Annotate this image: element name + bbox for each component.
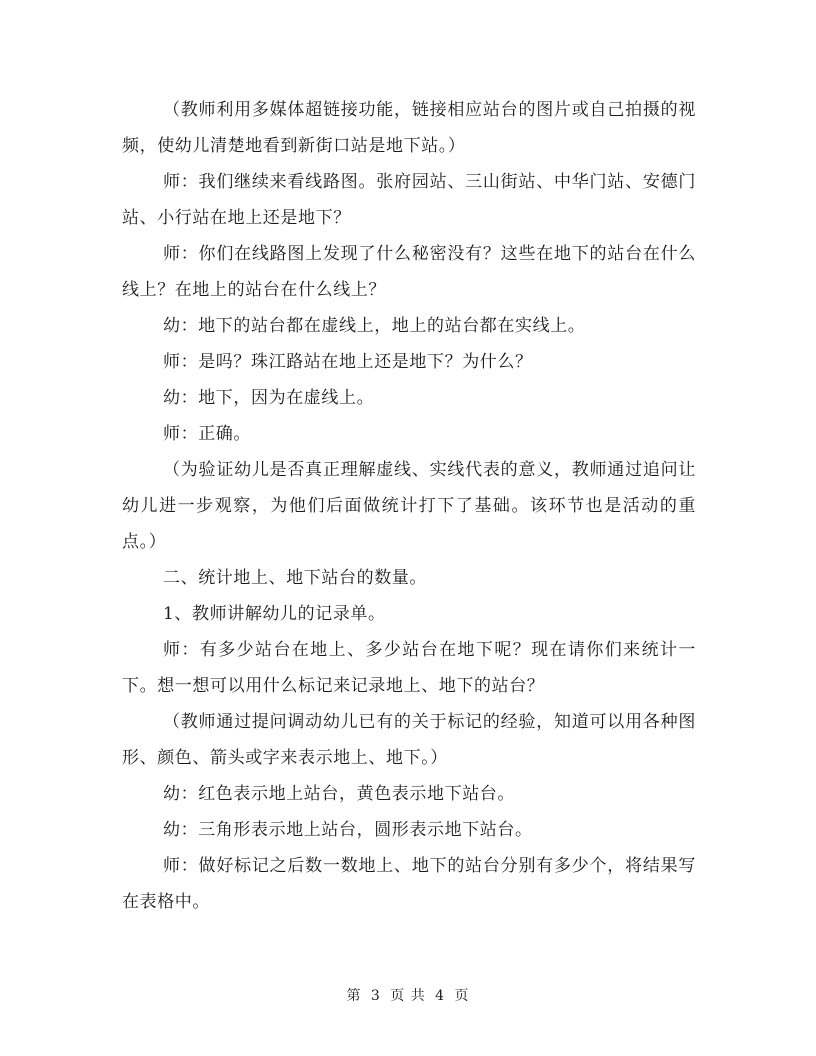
paragraph: 师：我们继续来看线路图。张府园站、三山街站、中华门站、安德门站、小行站在地上还是地下？ xyxy=(122,172,696,228)
paragraph: 师：你们在线路图上发现了什么秘密没有？这些在地下的站台在什么线上？在地上的站台在什么线上？ xyxy=(122,244,696,300)
current-page-number: 3 xyxy=(370,988,381,1004)
document-body xyxy=(122,92,696,920)
section-heading: 二、统计地上、地下站台的数量。 xyxy=(163,568,427,588)
paragraph: 师：做好标记之后数一数地上、地下的站台分别有多少个，将结果写在表格中。 xyxy=(122,856,696,912)
paragraph: （教师通过提问调动幼儿已有的关于标记的经验，知道可以用各种图形、颜色、箭头或字来表示地上、地下。） xyxy=(122,712,696,768)
paragraph: 幼：红色表示地上站台，黄色表示地下站台。 xyxy=(163,784,515,804)
total-page-number: 4 xyxy=(435,988,446,1004)
footer-prefix: 第 xyxy=(346,988,362,1004)
footer-suffix: 页 xyxy=(454,988,470,1004)
paragraph: 师：是吗？珠江路站在地上还是地下？为什么？ xyxy=(163,352,533,372)
paragraph: 幼：地下的站台都在虚线上，地上的站台都在实线上。 xyxy=(163,316,586,336)
subsection-heading: 1、教师讲解幼儿的记录单。 xyxy=(163,604,386,624)
paragraph: 师：有多少站台在地上、多少站台在地下呢？现在请你们来统计一下。想一想可以用什么标记来记录地上、地下的站台？ xyxy=(122,640,696,696)
paragraph: （为验证幼儿是否真正理解虚线、实线代表的意义，教师通过追问让幼儿进一步观察，为他们后面做统计打下了基础。该环节也是活动的重点。） xyxy=(122,460,696,552)
paragraph: （教师利用多媒体超链接功能，链接相应站台的图片或自己拍摄的视频，使幼儿清楚地看到新街口站是地下站。） xyxy=(122,100,696,156)
paragraph: 幼：三角形表示地上站台，圆形表示地下站台。 xyxy=(163,820,533,840)
footer-middle: 页 共 xyxy=(390,988,426,1004)
page-footer xyxy=(0,985,816,1005)
paragraph: 师：正确。 xyxy=(163,424,251,444)
paragraph: 幼：地下，因为在虚线上。 xyxy=(163,388,375,408)
